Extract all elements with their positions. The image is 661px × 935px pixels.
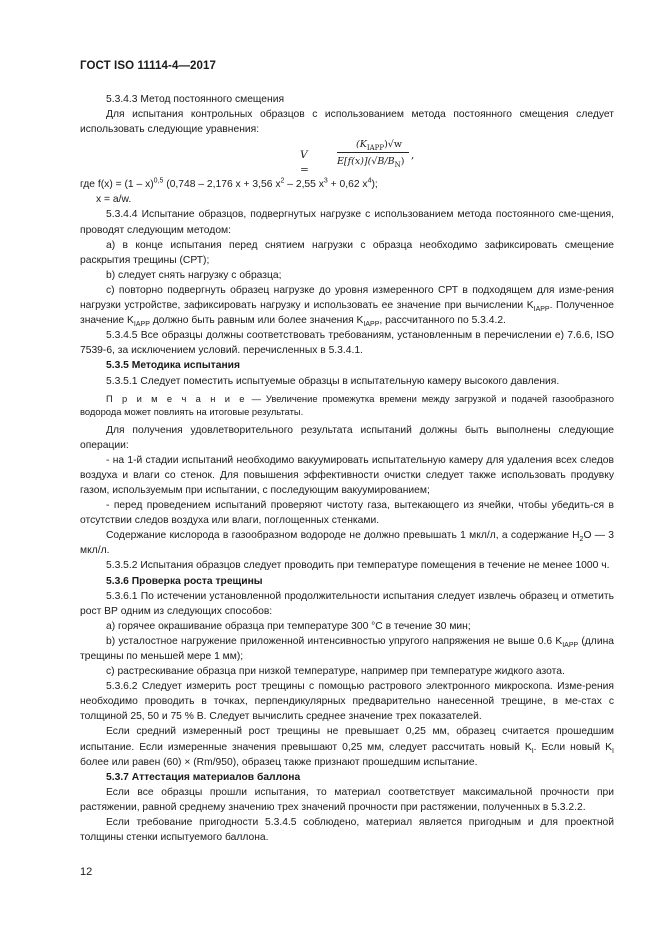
note: П р и м е ч а н и е — Увеличение промежутка времени между загрузкой и подачей газообразного водорода может повлиять на итоговые результаты. xyxy=(80,392,614,418)
formula-comma: , xyxy=(411,149,415,162)
document-header: ГОСТ ISO 11114-4—2017 xyxy=(80,60,217,72)
section-5344-intro: 5.3.4.4 Испытание образцов, подвергнутых нагрузке c использованием метода постоянного сме-щения, проводят следующим методом: xyxy=(80,209,614,236)
page-number: 12 xyxy=(80,866,93,878)
section-5344-b: b) следует снять нагрузку c образца; xyxy=(106,269,282,281)
formula-block xyxy=(80,137,614,177)
formula-numerator: $(K_{IAPP})√w$ xyxy=(356,139,402,153)
formula-denominator: $E[f(x)](√B/B_N)$ xyxy=(337,156,405,170)
section-535-ops-intro: Для получения удовлетворительного результата испытаний должны быть выполнены следующие операции: xyxy=(80,424,614,451)
section-5361-a: a) горячее окрашивание образца при температуре 300 °С в течение 30 мин; xyxy=(106,620,471,632)
document-body xyxy=(80,92,614,845)
section-535-op2: - перед проведением испытаний проверяют чистоту газа, вытекающего из ячейки, чтобы убедить-ся в отсутствии следов воздуха или влаги, поглощенных стенками. xyxy=(80,500,614,527)
formula-where-x: x = a/w. xyxy=(96,194,132,206)
section-5344-a: a) в конце испытания перед снятием нагрузки c образца необходимо зафиксировать смещение раскрытия трещины (СРТ); xyxy=(80,239,614,266)
section-5343-body: Для испытания контрольных образцов c использованием метода постоянного смещения следует использовать следующие уравнения: xyxy=(80,109,614,136)
section-5361: 5.3.6.1 По истечении установленной продолжительности испытания следует извлечь образец и отметить рост ВР одним из следующих способов: xyxy=(80,590,614,617)
section-5361-b: b) усталостное нагружение приложенной интенсивностью упругого напряжения не выше 0.6 $K_{IAPP}$ (длина трещины по меньшей мере 1 мм); xyxy=(80,635,614,662)
section-537-p2: Если требование пригодности 5.3.4.5 соблюдено, материал является пригодным и для проектной толщины стенки испытуемого баллона. xyxy=(80,817,614,844)
section-5351: 5.3.5.1 Следует поместить испытуемые образцы в испытательную камеру высокого давления. xyxy=(106,375,560,387)
section-535-heading: 5.3.5 Методика испытания xyxy=(106,360,240,372)
fraction-bar xyxy=(337,152,409,153)
section-5345: 5.3.4.5 Все образцы должны соответствовать требованиям, установленным в перечислении е) 7.6.6, ISO 7539-6, за исключением условий. перечисленных в 5.3.4.1. xyxy=(80,330,614,357)
section-536-heading: 5.3.6 Проверка роста трещины xyxy=(106,575,263,587)
section-537-heading: 5.3.7 Аттестация материалов баллона xyxy=(106,771,301,783)
section-5343-heading: 5.3.4.3 Метод постоянного смещения xyxy=(106,94,285,105)
section-5352: 5.3.5.2 Испытания образцов следует проводить при температуре помещения в течение не менее 1000 ч. xyxy=(106,560,610,572)
section-5362: 5.3.6.2 Следует измерить рост трещины с помощью растрового электронного микроскопа. Изме-рения необходимо проводить в точках, перпендикулярных предварительно нанесенной трещине, в ме-стах с толщиной 25, 50 и 75 % B. Следует вычислить среднее значение трех показателей. xyxy=(80,681,614,723)
section-535-op1: - на 1-й стадии испытаний необходимо вакуумировать испытательную камеру для удаления всех следов воздуха и влаги со стенок. Для повышения эффективности очистки следует также использовать продувку газом, используемым при испытании, с последующим вакуумированием; xyxy=(80,454,614,496)
formula-lhs: V = xyxy=(300,149,309,177)
formula-where: где f(x) = (1 – x)$^{0,5}$ (0,748 – 2,176 x + 3,56 $x^2 - 2,55$ $x^3 + 0,62$ $x^4$); xyxy=(80,177,378,191)
section-535-oxygen: Содержание кислорода в газообразном водороде не должно превышать 1 мкл/л, а содержание $H_2O$ — 3 мкл/л. xyxy=(80,530,614,557)
section-5362-result: Если средний измеренный рост трещины не превышает 0,25 мм, образец считается прошедшим испытание. Если измеренные значения превышают 0,25 мм, следует рассчитать новый $K_I$. Если новый $K_I$ более или равен (60) × (Rm/950), образец также признают прошедшим испытание. xyxy=(80,726,614,768)
section-5344-c: c) повторно подвергнуть образец нагрузке до уровня измеренного СРТ в подходящем для изме-рения нагрузки устройстве, зафиксировать нагрузку и использовать ее значение при вычислении $K_{IAPP}$. Полученное значение $K_{IAPP}$ должно быть равным или более значения $K_{IAPP}$, рассчитанного по 5.3.4.2. xyxy=(80,284,614,329)
section-5361-c: c) растрескивание образца при низкой температуре, например при температуре жидкого азота. xyxy=(106,666,565,678)
section-537-p1: Если все образцы прошли испытания, то материал соответствует максимальной прочности при растяжении, равной среднему значению трех значений прочности при растяжении, полученных в 5.3.2.2. xyxy=(80,786,614,813)
